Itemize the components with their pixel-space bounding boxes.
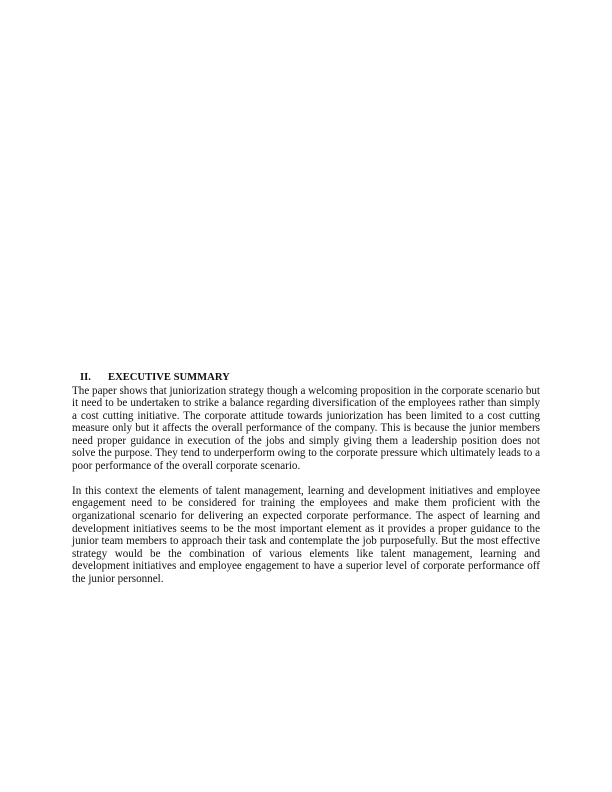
section-title: EXECUTIVE SUMMARY (108, 372, 230, 383)
section-heading (72, 372, 540, 385)
section-number: II. (80, 372, 91, 383)
summary-paragraph-2: In this context the elements of talent management, learning and development initiatives and employee engagement need to be considered for training the employees and make them proficient with the organizational scenario for delivering an expected corporate performance. The aspect of learning and development initiatives seems to be the most important element as it provides a proper guidance to the junior team members to approach their task and contemplate the job purposefully. But the most effective strategy would be the combination of various elements like talent management, learning and development initiatives and employee engagement to have a superior level of corporate performance off the junior personnel. (72, 484, 540, 585)
page-content (72, 372, 540, 585)
summary-paragraph-1: The paper shows that juniorization strategy though a welcoming proposition in the corporate scenario but it need to be undertaken to strike a balance regarding diversification of the employees rather than simply a cost cutting initiative. The corporate attitude towards juniorization has been limited to a cost cutting measure only but it affects the overall performance of the company. This is because the junior members need proper guidance in execution of the jobs and simply giving them a leadership position does not solve the purpose. They tend to underperform owing to the corporate pressure which ultimately leads to a poor performance of the overall corporate scenario. (72, 384, 540, 472)
